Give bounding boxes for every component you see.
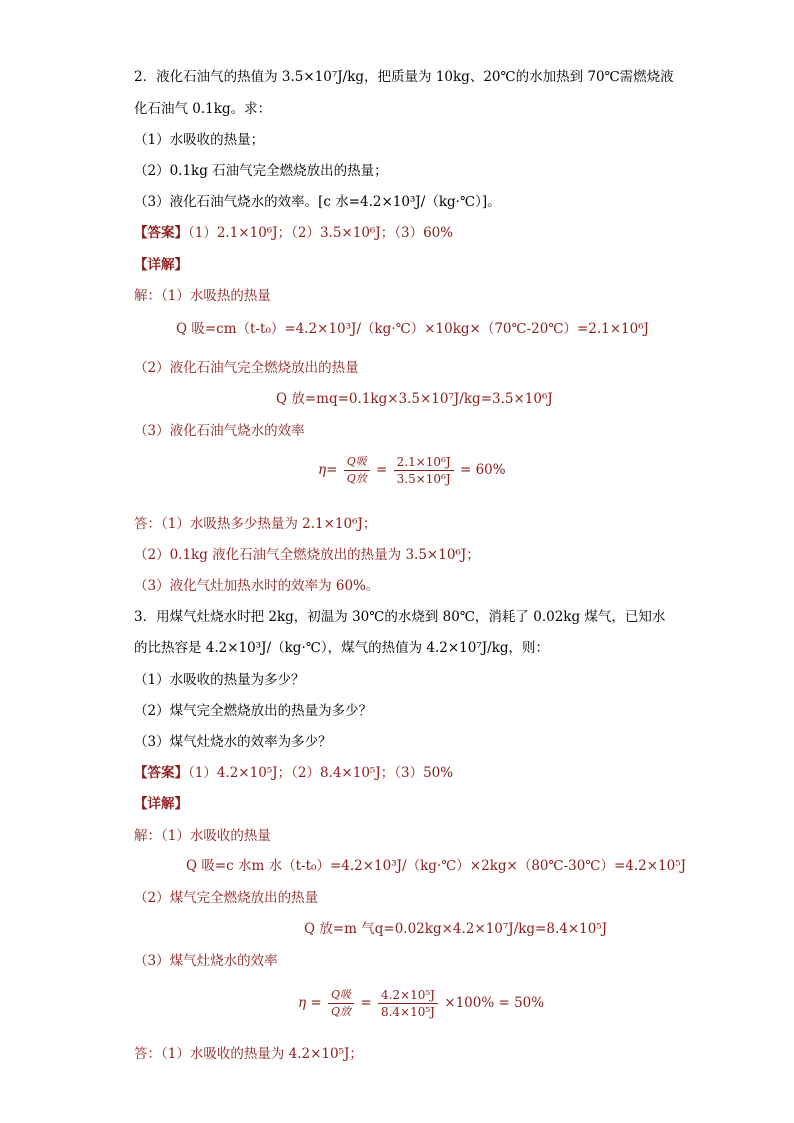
q2-solution-2-label: （2）液化石油气完全燃烧放出的热量 bbox=[134, 360, 359, 376]
q2-eta-result: = 60% bbox=[459, 462, 506, 478]
q2-frac1-denominator: Q放 bbox=[346, 472, 367, 485]
q3-sub-question-3: （3）煤气灶烧水的效率为多少？ bbox=[134, 734, 332, 750]
q3-answer-line-1: 答：（1）水吸收的热量为 4.2×10⁵J； bbox=[134, 1046, 363, 1062]
q2-equation-3 bbox=[318, 455, 506, 486]
q3-sub-question-1: （1）水吸收的热量为多少？ bbox=[134, 672, 305, 688]
q2-solution-3-label: （3）液化石油气烧水的效率 bbox=[134, 423, 305, 439]
q2-equals-sign: = bbox=[376, 462, 388, 478]
q2-equation-2: Q 放=mq=0.1kg×3.5×10⁷J/kg=3.5×10⁶J bbox=[276, 391, 553, 407]
q2-answer bbox=[134, 225, 453, 241]
q3-stem-line1: 3．用煤气灶烧水时把 2kg，初温为 30℃的水烧到 80℃，消耗了 0.02kg 煤气，已知水 bbox=[134, 609, 666, 625]
q2-answer-text: （1）2.1×10⁶J；（2）3.5×10⁶J；（3）60% bbox=[188, 225, 454, 241]
q3-fraction-symbolic bbox=[328, 988, 354, 1019]
q3-eta-lhs: η = bbox=[298, 995, 322, 1011]
q3-equation-1: Q 吸=c 水m 水（t-t₀）=4.2×10³J/（kg·℃）×2kg×（80℃-30℃）=4.2×10⁵J bbox=[186, 858, 687, 874]
q3-answer bbox=[134, 765, 453, 781]
q2-solution-1-label: 解：（1）水吸热的热量 bbox=[134, 288, 271, 304]
q2-answer-line-1: 答：（1）水吸热多少热量为 2.1×10⁶J； bbox=[134, 516, 377, 532]
q2-sub-question-3: （3）液化石油气烧水的效率。[c 水=4.2×10³J/（kg·℃）]。 bbox=[134, 194, 501, 210]
q2-answer-line-3: （3）液化气灶加热水时的效率为 60%。 bbox=[134, 578, 380, 594]
q3-stem-line2: 的比热容是 4.2×10³J/（kg·℃），煤气的热值为 4.2×10⁷J/kg，则： bbox=[134, 640, 550, 656]
q3-equation-3 bbox=[298, 988, 544, 1019]
q3-frac2-numerator: 4.2×10⁵J bbox=[378, 988, 438, 1004]
q2-frac2-numerator: 2.1×10⁶J bbox=[394, 455, 454, 471]
q2-fraction-numeric bbox=[394, 455, 454, 486]
q2-sub-question-2: （2）0.1kg 石油气完全燃烧放出的热量； bbox=[134, 163, 388, 179]
q3-frac1-denominator: Q放 bbox=[331, 1005, 352, 1018]
q2-stem-line2: 化石油气 0.1kg。求： bbox=[134, 101, 272, 117]
q3-eta-result: ×100% = 50% bbox=[444, 995, 545, 1011]
q2-frac1-numerator: Q吸 bbox=[344, 455, 370, 471]
q3-solution-2-label: （2）煤气完全燃烧放出的热量 bbox=[134, 890, 319, 906]
q2-fraction-symbolic bbox=[344, 455, 370, 486]
q3-detail-tag: 【详解】 bbox=[134, 796, 188, 812]
q2-stem-line1: 2．液化石油气的热值为 3.5×10⁷J/kg，把质量为 10kg、20℃的水加热到 70℃需燃烧液 bbox=[134, 69, 674, 85]
q3-frac2-denominator: 8.4×10⁵J bbox=[380, 1005, 435, 1019]
q2-answer-tag: 【答案】 bbox=[134, 225, 188, 241]
q2-eta-lhs: η= bbox=[318, 462, 338, 478]
q3-equals-sign: = bbox=[360, 995, 372, 1011]
q2-answer-line-2: （2）0.1kg 液化石油气全燃烧放出的热量为 3.5×10⁶J； bbox=[134, 547, 480, 563]
q3-answer-text: （1）4.2×10⁵J；（2）8.4×10⁵J；（3）50% bbox=[188, 765, 454, 781]
q3-solution-3-label: （3）煤气灶烧水的效率 bbox=[134, 953, 278, 969]
q3-answer-tag: 【答案】 bbox=[134, 765, 188, 781]
q2-equation-1: Q 吸=cm（t-t₀）=4.2×10³J/（kg·℃）×10kg×（70℃-20℃）=2.1×10⁶J bbox=[176, 321, 650, 337]
q3-fraction-numeric bbox=[378, 988, 438, 1019]
q3-sub-question-2: （2）煤气完全燃烧放出的热量为多少？ bbox=[134, 703, 373, 719]
q3-equation-2: Q 放=m 气q=0.02kg×4.2×10⁷J/kg=8.4×10⁵J bbox=[304, 921, 608, 937]
q2-frac2-denominator: 3.5×10⁶J bbox=[396, 472, 451, 486]
q3-solution-1-label: 解：（1）水吸收的热量 bbox=[134, 828, 271, 844]
q2-detail-tag: 【详解】 bbox=[134, 257, 188, 273]
q2-sub-question-1: （1）水吸收的热量； bbox=[134, 132, 265, 148]
q3-frac1-numerator: Q吸 bbox=[328, 988, 354, 1004]
